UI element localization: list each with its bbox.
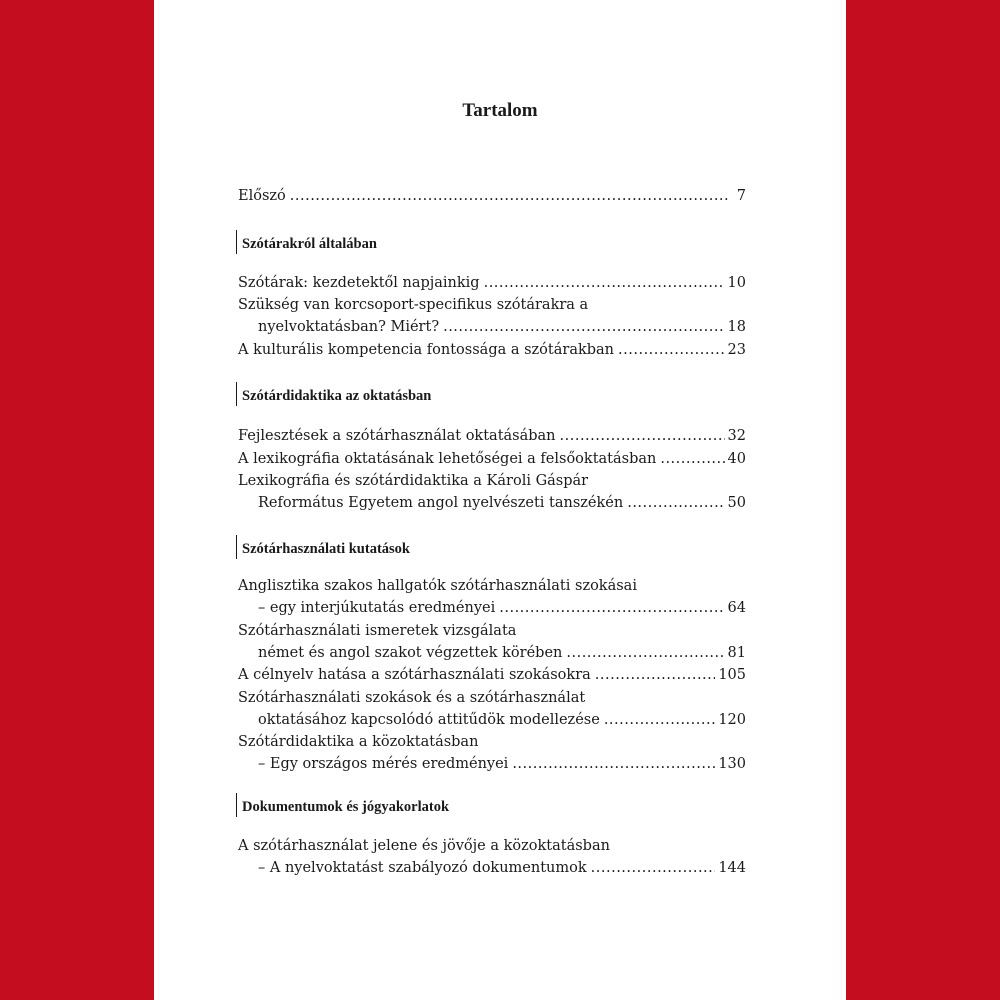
toc-entry: [238, 339, 746, 361]
toc-entry-title: Fejlesztések a szótárhasználat oktatásában: [238, 428, 556, 444]
leader-dots: [499, 597, 724, 619]
toc-page-number: 105: [718, 667, 746, 683]
toc-page-number: 23: [727, 342, 746, 358]
section-heading: Szótárdidaktika az oktatásban: [236, 382, 431, 406]
toc-page-number: 130: [718, 756, 746, 772]
toc-entry-title: Szótárdidaktika a közoktatásban: [238, 734, 479, 750]
toc-entry-title-cont: – Egy országos mérés eredményei: [258, 756, 509, 772]
toc-page-number: 32: [727, 428, 746, 444]
leader-dots: [618, 339, 725, 361]
leader-dots: [290, 185, 729, 207]
toc-entry: [238, 835, 746, 879]
toc-entry-title: Lexikográfia és szótárdidaktika a Károli Gáspár: [238, 473, 589, 489]
toc-entry-title-cont: nyelvoktatásban? Miért?: [258, 319, 440, 335]
toc-entry-title: Előszó: [238, 188, 286, 204]
toc-entry-title: A lexikográfia oktatásának lehetőségei a felsőoktatásban: [238, 451, 657, 467]
toc-entry-title: Szükség van korcsoport-specifikus szótárakra a: [238, 297, 589, 313]
toc-entry: [238, 272, 746, 294]
toc-page-number: 120: [718, 712, 746, 728]
leader-dots: [512, 753, 715, 775]
toc-entry-title-cont: német és angol szakot végzettek körében: [258, 645, 563, 661]
toc-entry-title: Szótárhasználati szokások és a szótárhasználat: [238, 690, 586, 706]
toc-entry-title: Szótárak: kezdetektől napjainkig: [238, 275, 480, 291]
toc-entry-title-cont: Református Egyetem angol nyelvészeti tanszékén: [258, 495, 624, 511]
toc-page-number: 7: [736, 188, 746, 204]
toc-entry: [238, 664, 746, 686]
leader-dots: [591, 857, 716, 879]
section-heading: Dokumentumok és jógyakorlatok: [236, 793, 449, 817]
book-page: [154, 0, 846, 1000]
leader-dots: [660, 448, 724, 470]
toc-entry-title: Szótárhasználati ismeretek vizsgálata: [238, 623, 517, 639]
toc-entry-title: Anglisztika szakos hallgatók szótárhasználati szokásai: [238, 578, 637, 594]
toc-entry-title-cont: – A nyelvoktatást szabályozó dokumentumok: [258, 860, 587, 876]
toc-entry: [238, 470, 746, 514]
toc-entry-title-cont: oktatásához kapcsolódó attitűdök modellezése: [258, 712, 600, 728]
toc-entry: [238, 294, 746, 338]
section-heading: Szótárhasználati kutatások: [236, 535, 410, 559]
toc-entry-title: A szótárhasználat jelene és jövője a közoktatásban: [238, 838, 610, 854]
toc-entry: [238, 425, 746, 447]
leader-dots: [560, 425, 725, 447]
toc-page-number: 81: [727, 645, 746, 661]
toc-page-number: 50: [727, 495, 746, 511]
leader-dots: [443, 316, 724, 338]
toc-entry-title-cont: – egy interjúkutatás eredményei: [258, 600, 496, 616]
leader-dots: [627, 492, 724, 514]
toc-page-number: 18: [727, 319, 746, 335]
leader-dots: [595, 664, 716, 686]
toc-entry-title: A kulturális kompetencia fontossága a szótárakban: [238, 342, 615, 358]
leader-dots: [484, 272, 725, 294]
toc-page-number: 144: [718, 860, 746, 876]
toc-page-number: 10: [727, 275, 746, 291]
toc-entry: [238, 687, 746, 731]
toc-entry: [238, 731, 746, 775]
toc-entry: [238, 575, 746, 619]
leader-dots: [604, 709, 716, 731]
toc-entry: [238, 448, 746, 470]
page-title: Tartalom: [462, 100, 538, 121]
toc-page-number: 40: [727, 451, 746, 467]
toc-entry-title: A célnyelv hatása a szótárhasználati szokásokra: [238, 667, 591, 683]
toc-entry-foreword: [238, 185, 746, 207]
leader-dots: [566, 642, 724, 664]
toc-page-number: 64: [727, 600, 746, 616]
section-heading: Szótárakról általában: [236, 230, 377, 254]
toc-entry: [238, 620, 746, 664]
